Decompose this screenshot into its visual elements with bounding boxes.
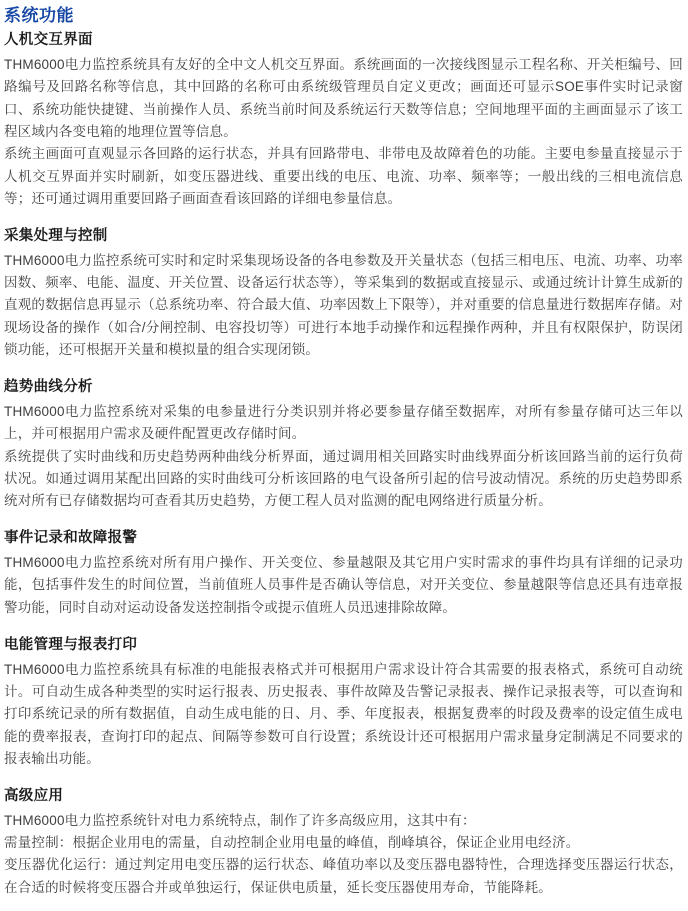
section-heading: 高级应用 [4, 788, 64, 805]
section-heading: 趋势曲线分析 [4, 379, 93, 396]
section-heading: 事件记录和故障报警 [4, 530, 138, 547]
section-human-machine-interface [4, 32, 683, 210]
section-heading: 人机交互界面 [4, 32, 93, 49]
section-event-record-fault-alarm [4, 530, 683, 619]
page-title: 系统功能 [4, 6, 74, 25]
section-acquisition-and-control [4, 228, 683, 361]
paragraph: THM6000电力监控系统可实时和定时采集现场设备的各电参数及开关量状态（包括三相电压、电流、功率、功率因数、频率、电能、温度、开关位置、设备运行状态等），等采集到的数据或直接显示、或通过统计计算生成新的直观的数据信息再显示（总系统功率、符合最大值、功率因数上下限等），并对重要的信息量进行数据库存储。对现场设备的操作（如合/分闸控制、电容投切等）可进行本地手动操作和远程操作两种，并且有权限保护，防误闭锁功能，还可根据开关量和模拟量的组合实现闭锁。 [4, 252, 683, 357]
section-heading: 电能管理与报表打印 [4, 637, 138, 654]
paragraph: THM6000电力监控系统具有标准的电能报表格式并可根据用户需求设计符合其需要的报表格式，系统可自动统计。可自动生成各种类型的实时运行报表、历史报表、事件故障及告警记录报表、操作记录报表等，可以查询和打印系统记录的所有数据值，自动生成电能的日、月、季、年度报表，根据复费率的时段及费率的设定值生成电能的费率报表，查询打印的起点、间隔等参数可自行设置；系统设计还可根据用户需求量身定制满足不同要求的报表输出功能。 [4, 661, 683, 766]
paragraph: 系统主画面可直观显示各回路的运行状态，并具有回路带电、非带电及故障着色的功能。主要电参量直接显示于人机交互界面并实时刷新，如变压器进线、重要出线的电压、电流、功率、频率等；一般出线的三相电流信息等；还可通过调用重要回路子画面查看该回路的详细电参量信息。 [4, 146, 683, 206]
paragraph: 需量控制：根据企业用电的需量，自动控制企业用电量的峰值，削峰填谷，保证企业用电经济。 [4, 835, 580, 851]
paragraph: 系统提供了实时曲线和历史趋势两种曲线分析界面，通过调用相关回路实时曲线界面分析该回路当前的运行负荷状况。如通过调用某配出回路的实时曲线可分析该回路的电气设备所引起的信号波动情况。系统的历史趋势即系统对所有已存储数据均可查看其历史趋势，方便工程人员对监测的配电网络进行质量分析。 [4, 448, 683, 509]
section-trend-curve-analysis [4, 379, 683, 512]
section-energy-management-reporting [4, 637, 683, 770]
section-advanced-applications [4, 788, 683, 899]
paragraph: THM6000电力监控系统针对电力系统特点，制作了许多高级应用，这其中有： [4, 812, 476, 828]
paragraph: THM6000电力监控系统对所有用户操作、开关变位、参量越限及其它用户实时需求的事件均具有详细的记录功能，包括事件发生的时间位置，当前值班人员事件是否确认等信息，对开关变位、参量越限等信息还具有违章报警功能，同时自动对运动设备发送控制指令或提示值班人员迅速排除故障。 [4, 555, 683, 615]
paragraph: THM6000电力监控系统对采集的电参量进行分类识别并将必要参量存储至数据库，对所有参量存储可达三年以上，并可根据用户需求及硬件配置更改存储时间。 [4, 403, 683, 442]
paragraph: 变压器优化运行：通过判定用电变压器的运行状态、峰值功率以及变压器电器特性，合理选择变压器运行状态，在合适的时候将变压器合并或单独运行，保证供电质量，延长变压器使用寿命，节能降耗。 [4, 857, 683, 895]
section-heading: 采集处理与控制 [4, 228, 108, 245]
paragraph: THM6000电力监控系统具有友好的全中文人机交互界面。系统画面的一次接线图显示工程名称、开关柜编号、回路编号及回路名称等信息，其中回路的名称可由系统级管理员自定义更改；画面还可显示SOE事件实时记录窗口、系统功能快捷键、当前操作人员、系统当前时间及系统运行天数等信息；空间地理平面的主画面显示了该工程区域内各变电箱的地理位置等信息。 [4, 57, 683, 139]
